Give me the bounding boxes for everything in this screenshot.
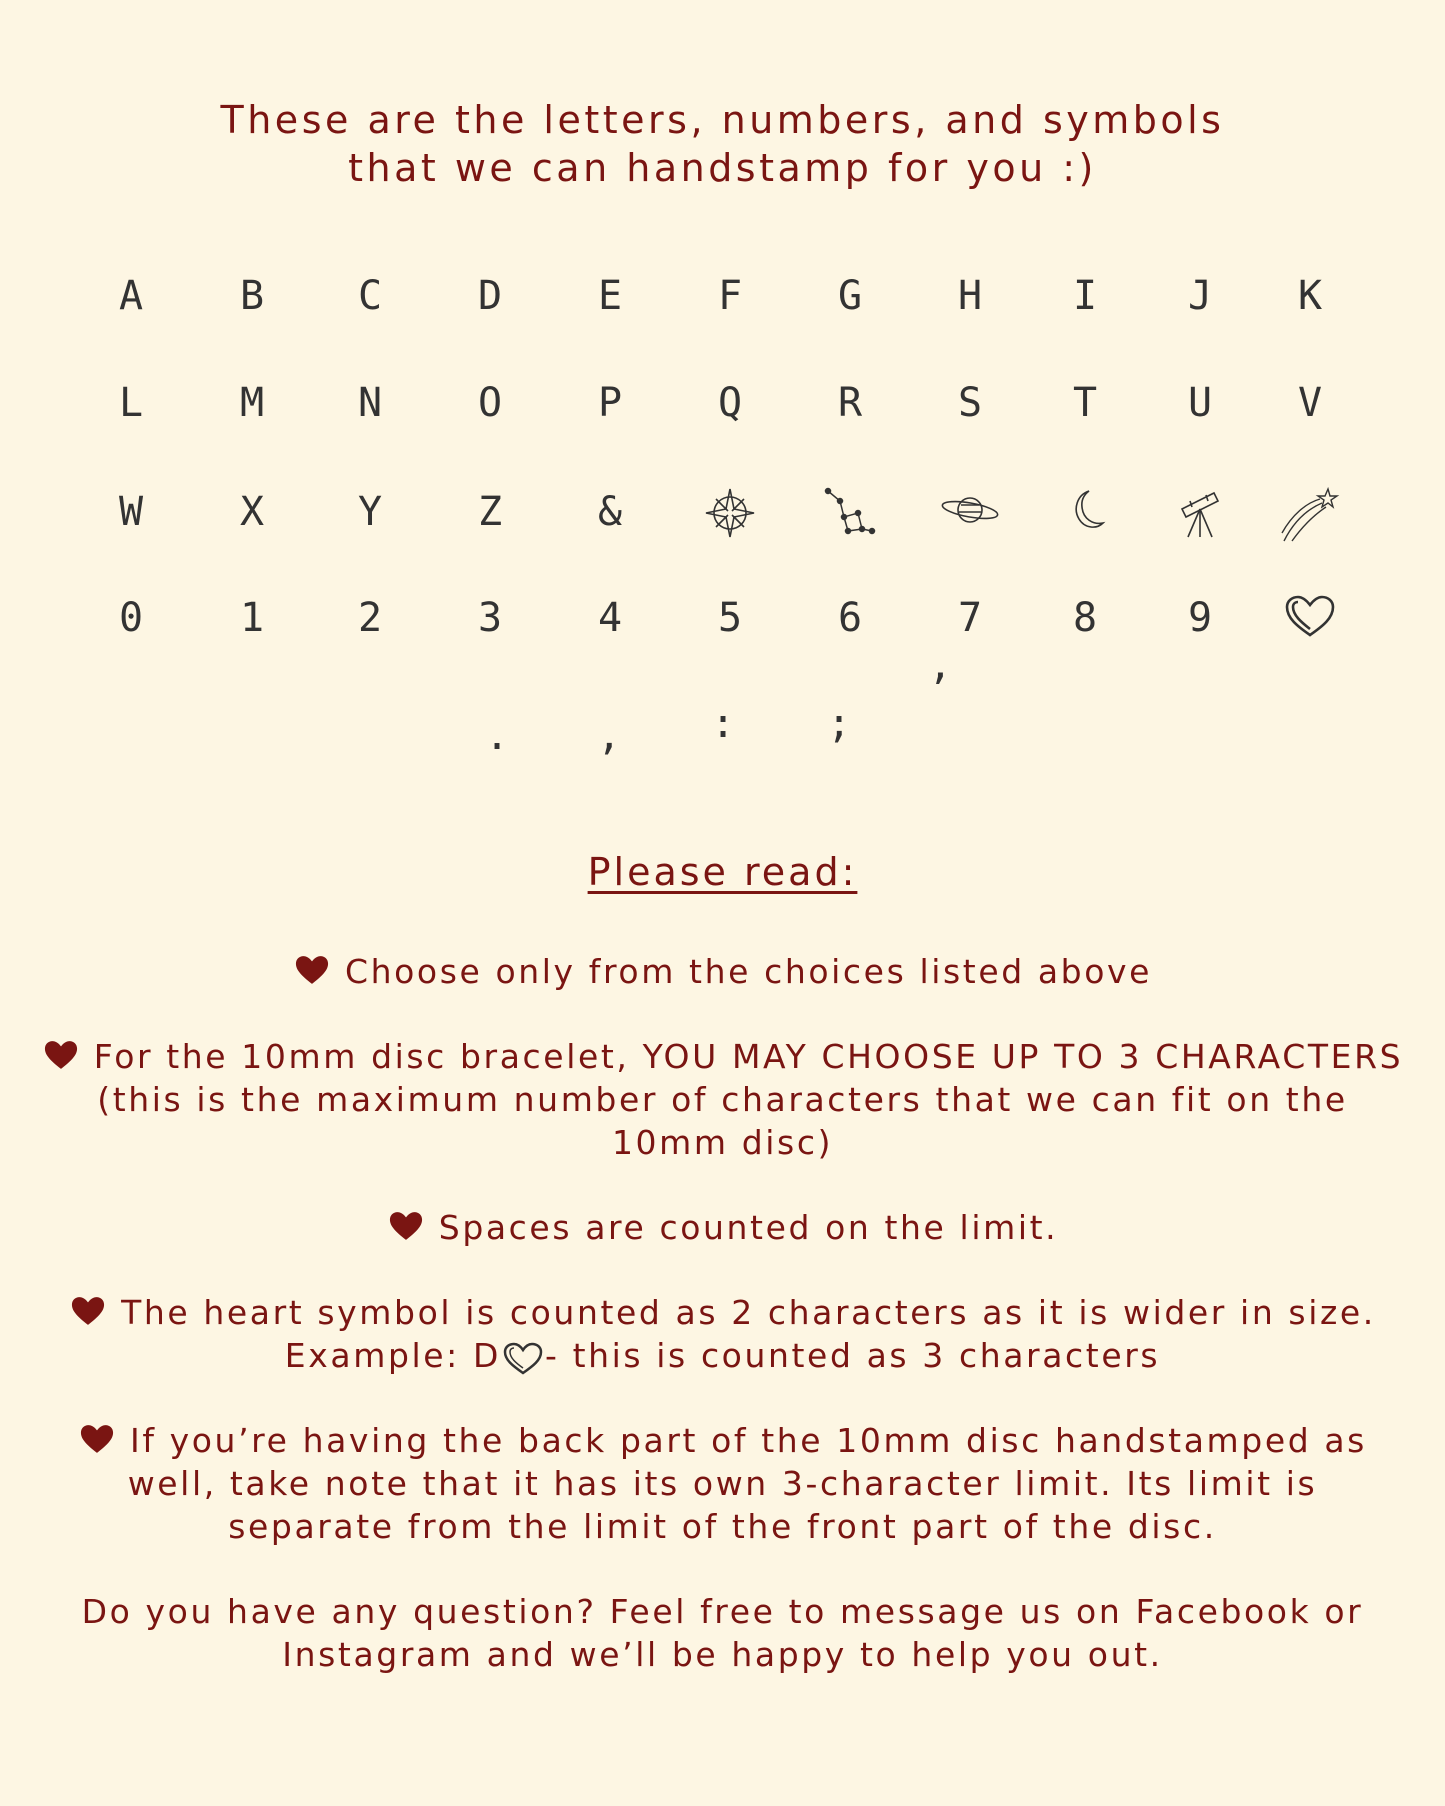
stamp-character-label: H [957,273,983,319]
stamp-character [450,593,530,643]
note-1 [40,950,1405,993]
stamp-character-label: ’ [926,667,952,713]
stamp-character-label: 7 [957,595,983,641]
note-6 [40,1590,1405,1676]
stamp-character [570,378,650,428]
shooting-star-icon [1270,487,1350,543]
stamp-character [1270,271,1350,321]
stamp-character [1160,593,1240,643]
stamp-character-label: 3 [477,595,503,641]
stamp-character [570,271,650,321]
note-5-text: If you’re having the back part of the 10mm disc handstamped as well, take note that it has its own 3-character limit. Its limit is separate from the limit of the front part of the disc. [127,1421,1367,1546]
stamp-character-label: Z [477,489,503,535]
note-3-text: Spaces are counted on the limit. [438,1208,1059,1247]
stamp-character [212,378,292,428]
stamp-character [930,593,1010,643]
stamp-character-label: N [357,380,383,426]
stamp-character [1045,593,1125,643]
stamp-character [1160,378,1240,428]
heart-bullet-icon [293,955,331,985]
stamp-character-label: 5 [717,595,743,641]
stamp-character-label: C [357,273,383,319]
stamp-character-label: S [957,380,983,426]
character-grid [0,0,1445,780]
stamp-character [450,378,530,428]
stamp-character-label: . [484,713,510,759]
stamp-character-label: R [837,380,863,426]
stamp-character [569,711,649,761]
stamp-character-label: M [239,380,265,426]
stamp-character [457,711,537,761]
note-4 [40,1291,1405,1377]
heart-icon [1270,593,1350,639]
planet-icon [930,487,1010,533]
note-2 [40,1035,1405,1164]
stamp-character [690,271,770,321]
stamp-character [810,593,890,643]
stamp-character-label: P [597,380,623,426]
stamp-character [330,593,410,643]
stamp-character [810,271,890,321]
stamp-character [212,271,292,321]
stamp-character [1045,271,1125,321]
stamp-character-label: U [1187,380,1213,426]
stamp-character [690,378,770,428]
stamp-character [212,487,292,537]
stamp-character-label: Q [717,380,743,426]
stamp-character [212,593,292,643]
note-5 [40,1419,1405,1548]
stamp-character-label: , [596,713,622,759]
stamp-character [810,378,890,428]
stamp-character [91,271,171,321]
stamp-character-label: B [239,273,265,319]
note-2-text: For the 10mm disc bracelet, YOU MAY CHOOSE UP TO 3 CHARACTERS (this is the maximum number of characters that we can fit on the 10mm disc) [93,1037,1404,1162]
note-1-text: Choose only from the choices listed above [344,952,1153,991]
stamp-character-label: X [239,489,265,535]
stamp-character-label: O [477,380,503,426]
stamp-character [450,487,530,537]
stamp-character [799,699,879,749]
stamp-character-label: T [1072,380,1098,426]
stamp-character [330,378,410,428]
stamp-character-label: D [477,273,503,319]
stamp-character-label: I [1072,273,1098,319]
stamp-character [570,593,650,643]
stamp-character [91,487,171,537]
heart-bullet-icon [42,1040,80,1070]
stamp-character [930,378,1010,428]
stamp-character-label: 0 [118,595,144,641]
note-4-text-before: The heart symbol is counted as 2 characters as it is wider in size. Example: D [121,1293,1376,1375]
stamp-character [570,487,650,537]
stamp-character-label: E [597,273,623,319]
stamp-character [930,271,1010,321]
stamp-character-label: G [837,273,863,319]
notes-list [40,950,1405,1718]
stamp-character [1160,271,1240,321]
stamp-character [683,699,763,749]
intro-line-1: These are the letters, numbers, and symbols [220,98,1225,142]
stamp-character [91,378,171,428]
stamp-character-label: 8 [1072,595,1098,641]
stamp-character [690,593,770,643]
heart-bullet-icon [387,1211,425,1241]
stamp-character [450,271,530,321]
note-4-text-after: - this is counted as 3 characters [544,1336,1161,1375]
intro-line-2: that we can handstamp for you :) [348,146,1097,190]
stamp-character [1270,378,1350,428]
note-6-text: Do you have any question? Feel free to message us on Facebook or Instagram and we’ll be happy to help you out. [81,1592,1364,1674]
stamp-character-label: : [710,701,736,747]
stamp-character-label: L [118,380,144,426]
stamp-character-label: 4 [597,595,623,641]
stamp-character-label: V [1297,380,1323,426]
stamp-character [91,593,171,643]
stamp-character-label: 9 [1187,595,1213,641]
please-read-heading: Please read: [587,850,858,894]
stamp-character-label: 2 [357,595,383,641]
stamp-character-label: ; [826,701,852,747]
stamp-character-label: A [118,273,144,319]
note-3 [40,1206,1405,1249]
stamp-character [330,487,410,537]
constellation-icon [810,487,890,539]
stamp-character-label: W [118,489,144,535]
outline-heart-icon [501,1341,545,1377]
stamp-character-label: 1 [239,595,265,641]
compass-icon [690,487,770,539]
stamp-character-label: K [1297,273,1323,319]
stamp-character [330,271,410,321]
stamp-character [899,665,979,715]
heart-bullet-icon [78,1424,116,1454]
stamp-character-label: & [597,489,623,535]
stamp-character [1045,378,1125,428]
stamp-character-label: J [1187,273,1213,319]
moon-icon [1045,487,1125,535]
stamp-character-label: F [717,273,743,319]
stamp-character-label: 6 [837,595,863,641]
telescope-icon [1160,487,1240,541]
stamp-character-label: Y [357,489,383,535]
heart-bullet-icon [69,1296,107,1326]
